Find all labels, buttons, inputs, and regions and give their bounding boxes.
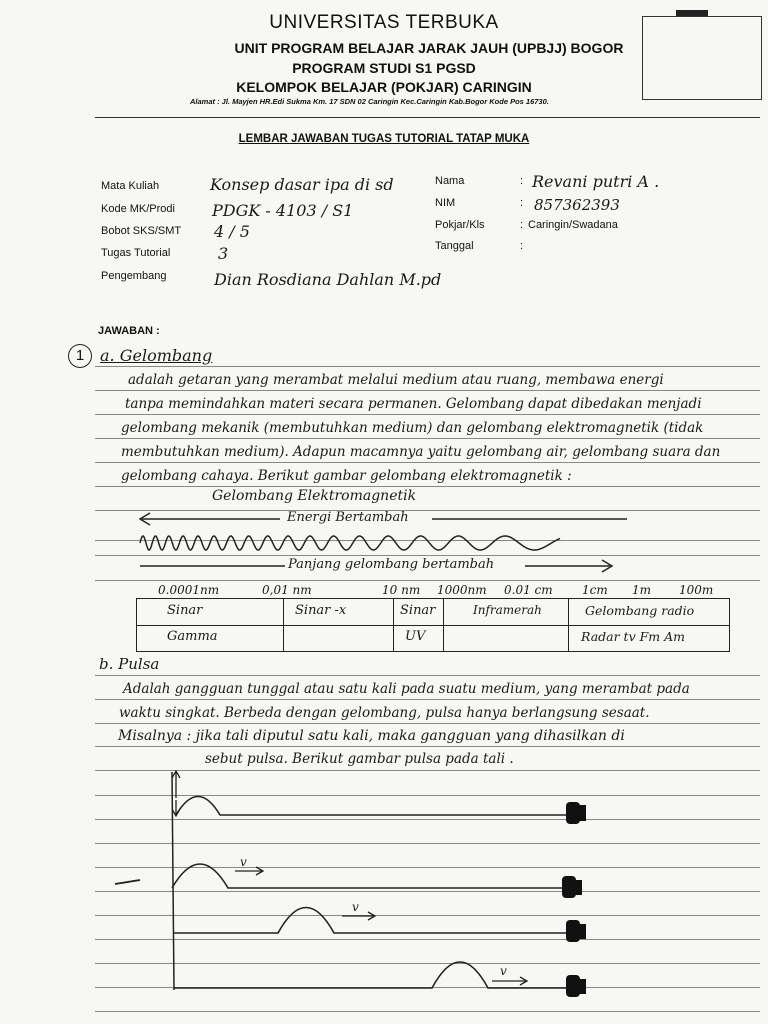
value-nim: 857362393 <box>534 196 620 214</box>
sheet-title: LEMBAR JAWABAN TUGAS TUTORIAL TATAP MUKA <box>238 133 530 145</box>
sep-nim: : <box>520 197 524 209</box>
value-tugas: 3 <box>218 244 229 263</box>
university-name: UNIVERSITAS TERBUKA <box>269 12 499 33</box>
label-mata-kuliah: Mata Kuliah <box>101 180 160 192</box>
velocity-label-2: v <box>240 855 247 869</box>
label-bobot: Bobot SKS/SMT <box>101 225 182 237</box>
scale-6: 1cm <box>582 583 608 597</box>
scale-8: 100m <box>679 583 714 597</box>
label-tanggal: Tanggal <box>435 240 474 252</box>
rope-4-anchor <box>566 975 580 997</box>
question-number: 1 <box>68 344 92 368</box>
b-line-1: Adalah gangguan tunggal atau satu kali pada suatu medium, yang merambat pada <box>123 681 690 697</box>
rope-1-hook <box>578 805 586 821</box>
label-tugas: Tugas Tutorial <box>101 247 171 259</box>
rope-3-hook <box>578 924 586 939</box>
value-bobot: 4 / 5 <box>214 222 250 241</box>
kelompok-name: KELOMPOK BELAJAR (POKJAR) CARINGIN <box>236 79 532 95</box>
cell-radio-top: Gelombang radio <box>585 603 695 618</box>
b-line-2: waktu singkat. Berbeda dengan gelombang, pulsa hanya berlangsung sesaat. <box>119 705 650 721</box>
scale-3: 10 nm <box>382 583 421 597</box>
rope-4-hook <box>578 979 586 994</box>
rope-1-anchor <box>566 802 580 824</box>
rope-1 <box>176 797 568 816</box>
value-pokjar: Caringin/Swadana <box>528 219 618 231</box>
scale-2: 0,01 nm <box>262 583 312 597</box>
wavelength-label: Panjang gelombang bertambah <box>288 557 495 572</box>
value-nama: Revani putri A . <box>532 172 660 191</box>
scale-1: 0.0001nm <box>158 583 220 597</box>
energy-label: Energi Bertambah <box>287 510 409 525</box>
scale-4: 1000nm <box>437 583 487 597</box>
stray-mark <box>115 880 140 884</box>
unit-name: UNIT PROGRAM BELAJAR JARAK JAUH (UPBJJ) BOGOR <box>234 40 624 56</box>
cell-radio-bottom: Radar tv Fm Am <box>581 629 685 644</box>
label-kode-mk: Kode MK/Prodi <box>101 203 175 215</box>
a-line-4: membutuhkan medium). Adapun macamnya yaitu gelombang air, gelombang suara dan <box>121 444 721 460</box>
cell-xray-top: Sinar -x <box>295 603 347 618</box>
em-title: Gelombang Elektromagnetik <box>212 488 417 504</box>
label-nama: Nama <box>435 175 465 187</box>
velocity-label-4: v <box>500 964 507 978</box>
label-nim: NIM <box>435 197 456 209</box>
cell-gamma-top: Sinar <box>167 603 203 618</box>
heading-gelombang: a. Gelombang <box>100 346 213 365</box>
rope-2-anchor <box>562 876 576 898</box>
rope-4 <box>174 962 566 988</box>
program-name: PROGRAM STUDI S1 PGSD <box>292 60 476 76</box>
value-mata-kuliah: Konsep dasar ipa di sd <box>210 175 394 194</box>
a-line-2: tanpa memindahkan materi secara permanen. Gelombang dapat dibedakan menjadi <box>125 396 702 412</box>
rope-2 <box>172 864 562 888</box>
b-line-3: Misalnya : jika tali diputul satu kali, maka gangguan yang dihasilkan di <box>118 728 625 744</box>
rope-3 <box>174 908 566 934</box>
cell-ir-top: Inframerah <box>473 603 542 617</box>
cell-uv-top: Sinar <box>400 603 436 618</box>
velocity-label-3: v <box>352 900 359 914</box>
label-pengembang: Pengembang <box>101 270 167 282</box>
sep-pokjar: : <box>520 219 524 231</box>
jawaban-label: JAWABAN : <box>98 325 160 337</box>
rope-wall <box>172 772 174 990</box>
sep-tanggal: : <box>520 240 524 252</box>
label-pokjar: Pokjar/Kls <box>435 219 485 231</box>
scale-5: 0.01 cm <box>504 583 553 597</box>
value-kode-mk: PDGK - 4103 / S1 <box>212 201 354 220</box>
sep-nama: : <box>520 175 524 187</box>
address-line: Alamat : Jl. Mayjen HR.Edi Sukma Km. 17 SDN 02 Caringin Kec.Caringin Kab.Bogor Kode Pos 16730. <box>190 97 549 106</box>
cell-uv-bottom: UV <box>405 629 426 644</box>
a-line-5: gelombang cahaya. Berikut gambar gelombang elektromagnetik : <box>121 468 572 484</box>
heading-pulsa: b. Pulsa <box>99 655 160 673</box>
rope-2-hook <box>574 880 582 895</box>
a-line-1: adalah getaran yang merambat melalui medium atau ruang, membawa energi <box>128 372 664 388</box>
b-line-4: sebut pulsa. Berikut gambar pulsa pada tali . <box>205 751 514 767</box>
cell-gamma-bottom: Gamma <box>167 629 218 644</box>
a-line-3: gelombang mekanik (membutuhkan medium) dan gelombang elektromagnetik (tidak <box>121 420 704 436</box>
value-pengembang: Dian Rosdiana Dahlan M.pd <box>214 270 442 289</box>
scale-7: 1m <box>632 583 652 597</box>
rope-3-anchor <box>566 920 580 942</box>
